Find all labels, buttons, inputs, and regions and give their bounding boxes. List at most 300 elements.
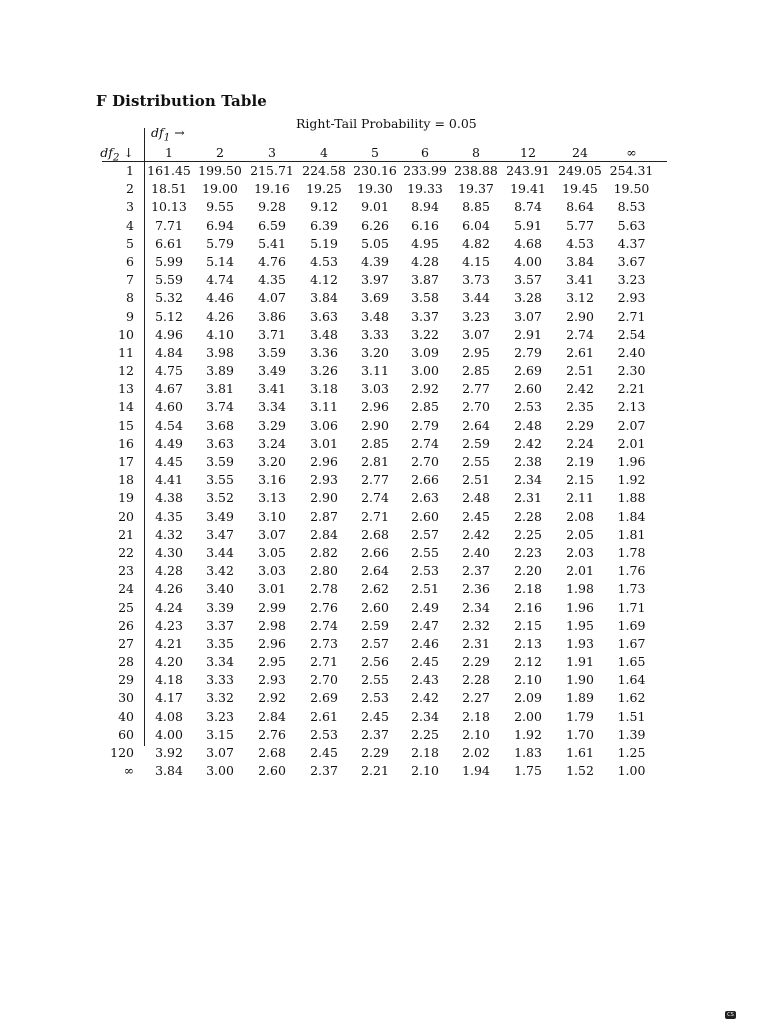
table-cell: 4.28 [411,253,439,269]
table-cell: 2.99 [258,599,286,615]
table-cell: 3.12 [566,290,594,306]
table-cell: 1.94 [462,763,490,779]
table-cell: 3.98 [206,344,234,360]
table-cell: 4.74 [206,272,234,288]
table-cell: 6.26 [361,217,389,233]
table-cell: 6.39 [310,217,338,233]
table-cell: 4.21 [155,635,183,651]
table-cell: 2.59 [361,617,389,633]
table-cell: 5.79 [206,235,234,251]
table-cell: 2.30 [617,363,646,379]
table-cell: 2.42 [514,435,542,451]
table-cell: 3.15 [206,726,234,742]
table-cell: 1.76 [617,563,646,579]
table-cell: 1.91 [566,654,594,670]
table-cell: 3.28 [514,290,542,306]
table-cell: 2.74 [361,490,389,506]
table-cell: 2.37 [361,726,389,742]
table-cell: 3.00 [206,763,234,779]
table-cell: 3.24 [258,435,286,451]
table-cell: 3.84 [310,290,338,306]
table-cell: 1.62 [617,690,646,706]
table-cell: 2.70 [411,454,439,469]
table-cell: 3.89 [206,363,234,379]
table-cell: 1.89 [566,690,594,706]
row-header: 19 [118,490,134,506]
table-cell: 5.32 [155,290,183,306]
table-cell: 3.36 [310,344,338,360]
table-cell: 1.65 [617,654,646,670]
table-cell: 2.74 [411,435,439,451]
table-cell: 2.85 [411,399,439,415]
table-cell: 2.18 [514,581,542,597]
down-arrow-icon: ↓ [123,145,134,160]
table-cell: 3.69 [361,290,389,306]
table-cell: 2.38 [514,454,542,469]
table-cell: 3.52 [206,490,234,506]
table-cell: 224.58 [302,163,346,178]
table-cell: 2.69 [310,690,338,706]
table-cell: 2.08 [566,508,594,524]
table-cell: 3.03 [361,381,389,397]
table-cell: 2.84 [310,526,338,542]
row-header: 20 [118,508,134,524]
table-cell: 4.37 [617,235,646,251]
table-cell: 3.20 [361,344,389,360]
table-cell: 2.53 [361,690,389,706]
table-cell: 2.37 [462,563,490,579]
table-cell: 1.96 [617,454,646,469]
table-cell: 3.26 [310,363,338,379]
table-cell: 18.51 [151,181,187,197]
column-header: ∞ [626,145,637,160]
table-cell: 2.93 [310,472,338,488]
table-cell: 4.84 [155,344,183,360]
table-cell: 2.95 [462,344,490,360]
table-cell: 4.96 [155,326,183,342]
table-cell: 19.16 [254,181,290,197]
table-cell: 4.17 [155,690,183,706]
table-cell: 230.16 [353,163,397,178]
table-cell: 2.46 [411,635,439,651]
table-cell: 3.49 [206,508,234,524]
table-cell: 2.79 [411,417,439,433]
row-header: 25 [118,599,134,615]
table-cell: 2.12 [514,654,542,670]
row-header: 6 [126,253,134,269]
table-cell: 2.29 [361,745,389,760]
row-header: 17 [118,454,134,469]
row-header: 8 [126,290,134,306]
table-cell: 8.74 [514,199,542,215]
table-cell: 4.24 [155,599,183,615]
table-cell: 2.45 [310,745,338,760]
table-cell: 2.53 [310,726,338,742]
table-cell: 3.74 [206,399,234,415]
table-cell: 19.50 [613,181,650,197]
table-cell: 3.07 [514,308,542,324]
table-cell: 1.39 [617,726,646,742]
table-cell: 2.13 [617,399,646,415]
table-cell: 2.56 [361,654,389,670]
table-cell: 3.57 [514,272,542,288]
table-cell: 2.35 [566,399,594,415]
table-cell: 1.69 [617,617,646,633]
table-cell: 2.73 [310,635,338,651]
row-header: 30 [118,690,134,706]
table-cell: 4.53 [310,253,338,269]
table-cell: 2.60 [411,508,439,524]
table-cell: 2.90 [310,490,338,506]
column-header: 3 [268,145,276,160]
table-cell: 3.59 [206,454,234,469]
table-cell: 2.09 [514,690,542,706]
table-cell: 2.78 [310,581,338,597]
table-cell: 3.23 [206,708,234,724]
table-cell: 238.88 [454,163,498,178]
table-cell: 3.33 [206,672,234,688]
row-header: 4 [126,217,134,233]
table-cell: 3.34 [258,399,286,415]
table-cell: 3.67 [617,253,646,269]
table-cell: 1.00 [617,763,646,779]
table-cell: 3.59 [258,344,286,360]
table-cell: 9.55 [206,199,234,215]
table-cell: 4.26 [206,308,234,324]
table-cell: 2.24 [566,435,594,451]
table-cell: 2.62 [361,581,389,597]
table-cell: 1.51 [617,708,646,724]
table-cell: 2.53 [514,399,542,415]
table-cell: 2.01 [566,563,594,579]
table-cell: 1.67 [617,635,646,651]
table-cell: 233.99 [403,163,447,178]
table-cell: 1.81 [617,526,646,542]
table-cell: 3.71 [258,326,286,342]
column-header: 1 [165,145,173,160]
table-cell: 19.45 [562,181,598,197]
table-cell: 2.92 [258,690,286,706]
table-cell: 2.18 [411,745,439,760]
row-header: 28 [118,654,134,670]
table-cell: 2.03 [566,544,594,560]
table-cell: 2.93 [258,672,286,688]
df2-subscript: 2 [112,151,120,164]
table-cell: 4.35 [155,508,183,524]
table-cell: 1.75 [514,763,542,779]
table-cell: 9.01 [361,199,389,215]
row-header: 15 [118,417,134,433]
table-cell: 4.76 [258,253,286,269]
table-cell: 2.74 [310,617,338,633]
table-cell: 2.27 [462,690,490,706]
row-header: 7 [126,272,134,288]
table-cell: 4.07 [258,290,286,306]
table-cell: 4.23 [155,617,183,633]
table-cell: 2.51 [411,581,439,597]
table-cell: 3.92 [155,745,183,760]
table-cell: 2.90 [361,417,389,433]
row-header: 24 [118,581,134,597]
table-cell: 4.53 [566,235,594,251]
table-cell: 1.52 [566,763,594,779]
table-cell: 19.41 [510,181,546,197]
table-cell: 3.37 [206,617,234,633]
table-cell: 2.64 [361,563,389,579]
table-cell: 1.25 [617,745,646,760]
table-cell: 2.59 [462,435,490,451]
row-header: 9 [126,308,134,324]
table-cell: 3.06 [310,417,338,433]
table-cell: 2.91 [514,326,542,342]
table-cell: 2.40 [617,344,646,360]
table-cell: 3.63 [310,308,338,324]
table-cell: 3.11 [361,363,389,379]
table-cell: 2.55 [462,454,490,469]
table-cell: 3.84 [566,253,594,269]
table-cell: 3.33 [361,326,389,342]
table-cell: 4.82 [462,235,490,251]
table-cell: 4.54 [155,417,183,433]
table-cell: 3.07 [462,326,490,342]
table-cell: 4.95 [411,235,439,251]
table-cell: 1.92 [617,472,646,488]
table-cell: 3.97 [361,272,389,288]
table-cell: 9.12 [310,199,338,215]
table-cell: 1.64 [617,672,646,688]
table-cell: 3.84 [155,763,183,779]
table-cell: 4.18 [155,672,183,688]
table-cell: 249.05 [558,163,602,178]
table-cell: 2.84 [258,708,286,724]
table-cell: 8.94 [411,199,439,215]
table-cell: 3.13 [258,490,286,506]
table-cell: 2.81 [361,454,389,469]
table-cell: 3.20 [258,454,286,469]
table-cell: 3.81 [206,381,234,397]
table-cell: 2.98 [258,617,286,633]
table-cell: 3.05 [258,544,286,560]
table-cell: 2.10 [462,726,490,742]
table-cell: 2.55 [361,672,389,688]
cs-logo-icon: CS [725,1011,736,1019]
table-cell: 2.19 [566,454,594,469]
table-cell: 6.94 [206,217,234,233]
table-cell: 1.78 [617,544,646,560]
table-cell: 2.95 [258,654,286,670]
table-cell: 2.79 [514,344,542,360]
table-cell: 2.48 [462,490,490,506]
table-cell: 6.16 [411,217,439,233]
table-cell: 2.43 [411,672,439,688]
table-cell: 3.35 [206,635,234,651]
table-cell: 4.28 [155,563,183,579]
table-cell: 3.07 [206,745,234,760]
table-cell: 2.68 [361,526,389,542]
df1-label-text: df [151,125,164,140]
table-cell: 2.28 [462,672,490,688]
table-cell: 2.13 [514,635,542,651]
table-cell: 3.86 [258,308,286,324]
table-cell: 19.37 [458,181,494,197]
table-cell: 2.71 [617,308,646,324]
table-cell: 4.20 [155,654,183,670]
table-cell: 3.10 [258,508,286,524]
table-cell: 2.55 [411,544,439,560]
row-header: 3 [126,199,134,215]
table-cell: 5.91 [514,217,542,233]
table-cell: 199.50 [198,163,242,178]
table-cell: 2.45 [411,654,439,670]
table-cell: 2.96 [361,399,389,415]
table-cell: 2.20 [514,563,542,579]
table-cell: 10.13 [151,199,187,215]
table-cell: 2.10 [411,763,439,779]
table-cell: 2.28 [514,508,542,524]
table-cell: 2.18 [462,708,490,724]
table-cell: 4.60 [155,399,183,415]
column-header: 6 [421,145,429,160]
table-cell: 3.32 [206,690,234,706]
table-cell: 2.34 [411,708,439,724]
table-cell: 4.10 [206,326,234,342]
table-cell: 5.05 [361,235,389,251]
table-cell: 3.23 [617,272,646,288]
table-cell: 2.42 [566,381,594,397]
table-cell: 2.71 [361,508,389,524]
row-header: 60 [118,726,134,742]
table-cell: 3.37 [411,308,439,324]
table-cell: 3.23 [462,308,490,324]
table-cell: 3.42 [206,563,234,579]
table-cell: 3.11 [310,399,338,415]
table-cell: 3.07 [258,526,286,542]
table-cell: 3.55 [206,472,234,488]
table-cell: 254.31 [609,163,654,178]
table-cell: 3.18 [310,381,338,397]
table-cell: 2.00 [514,708,542,724]
table-cell: 7.71 [155,217,183,233]
table-cell: 1.95 [566,617,594,633]
table-cell: 3.01 [310,435,338,451]
table-cell: 3.00 [411,363,439,379]
table-cell: 4.39 [361,253,389,269]
table-cell: 4.46 [206,290,234,306]
table-cell: 6.04 [462,217,490,233]
table-cell: 2.92 [411,381,439,397]
table-cell: 5.41 [258,235,286,251]
table-cell: 2.31 [462,635,490,651]
table-cell: 3.34 [206,654,234,670]
table-cell: 2.45 [361,708,389,724]
row-header: 13 [118,381,134,397]
table-cell: 2.36 [462,581,490,597]
table-cell: 2.64 [462,417,490,433]
row-header: 10 [118,326,134,342]
table-cell: 2.66 [361,544,389,560]
table-cell: 2.66 [411,472,439,488]
table-cell: 2.85 [462,363,490,379]
row-header: 14 [118,399,134,415]
row-header: ∞ [123,763,134,779]
table-cell: 2.77 [361,472,389,488]
table-cell: 2.29 [566,417,594,433]
table-cell: 1.61 [566,745,594,760]
table-cell: 2.85 [361,435,389,451]
table-cell: 2.70 [310,672,338,688]
row-header: 120 [110,745,134,760]
table-cell: 3.41 [258,381,286,397]
table-cell: 1.70 [566,726,594,742]
table-cell: 2.29 [462,654,490,670]
table-cell: 2.87 [310,508,338,524]
row-header: 18 [118,472,134,488]
row-header: 29 [118,672,134,688]
table-cell: 2.82 [310,544,338,560]
table-cell: 2.77 [462,381,490,397]
row-header: 5 [126,235,134,251]
column-header: 12 [520,145,536,160]
table-cell: 2.25 [514,526,542,542]
table-cell: 5.12 [155,308,183,324]
table-cell: 4.45 [155,454,183,469]
table-cell: 2.69 [514,363,542,379]
table-cell: 2.57 [411,526,439,542]
table-cell: 2.37 [310,763,338,779]
table-cell: 215.71 [250,163,294,178]
table-cell: 2.96 [310,454,338,469]
table-cell: 19.33 [407,181,443,197]
table-cell: 2.54 [617,326,646,342]
table-cell: 5.77 [566,217,594,233]
table-cell: 19.00 [202,181,238,197]
table-cell: 2.42 [411,690,439,706]
table-cell: 2.07 [617,417,646,433]
table-cell: 3.39 [206,599,234,615]
table-cell: 4.32 [155,526,183,542]
table-cell: 4.12 [310,272,338,288]
table-cell: 4.35 [258,272,286,288]
table-cell: 2.60 [258,763,286,779]
table-cell: 2.01 [617,435,646,451]
table-cell: 1.92 [514,726,542,742]
table-cell: 6.61 [155,235,183,251]
table-cell: 1.93 [566,635,594,651]
table-cell: 8.85 [462,199,490,215]
table-cell: 2.21 [361,763,389,779]
column-header: 5 [371,145,379,160]
table-cell: 3.09 [411,344,439,360]
table-cell: 2.74 [566,326,594,342]
table-cell: 2.48 [514,417,542,433]
row-header: 12 [118,363,134,379]
table-cell: 5.99 [155,253,183,269]
table-cell: 2.96 [258,635,286,651]
column-header: 4 [320,145,328,160]
table-cell: 4.67 [155,381,183,397]
table-cell: 1.98 [566,581,594,597]
table-cell: 2.34 [514,472,542,488]
table-cell: 243.91 [506,163,550,178]
table-cell: 2.21 [617,381,646,397]
table-cell: 2.31 [514,490,542,506]
row-header: 1 [126,163,134,178]
table-cell: 2.47 [411,617,439,633]
table-cell: 9.28 [258,199,286,215]
table-cell: 1.71 [617,599,646,615]
table-cell: 1.83 [514,745,542,760]
row-header: 23 [118,563,134,579]
